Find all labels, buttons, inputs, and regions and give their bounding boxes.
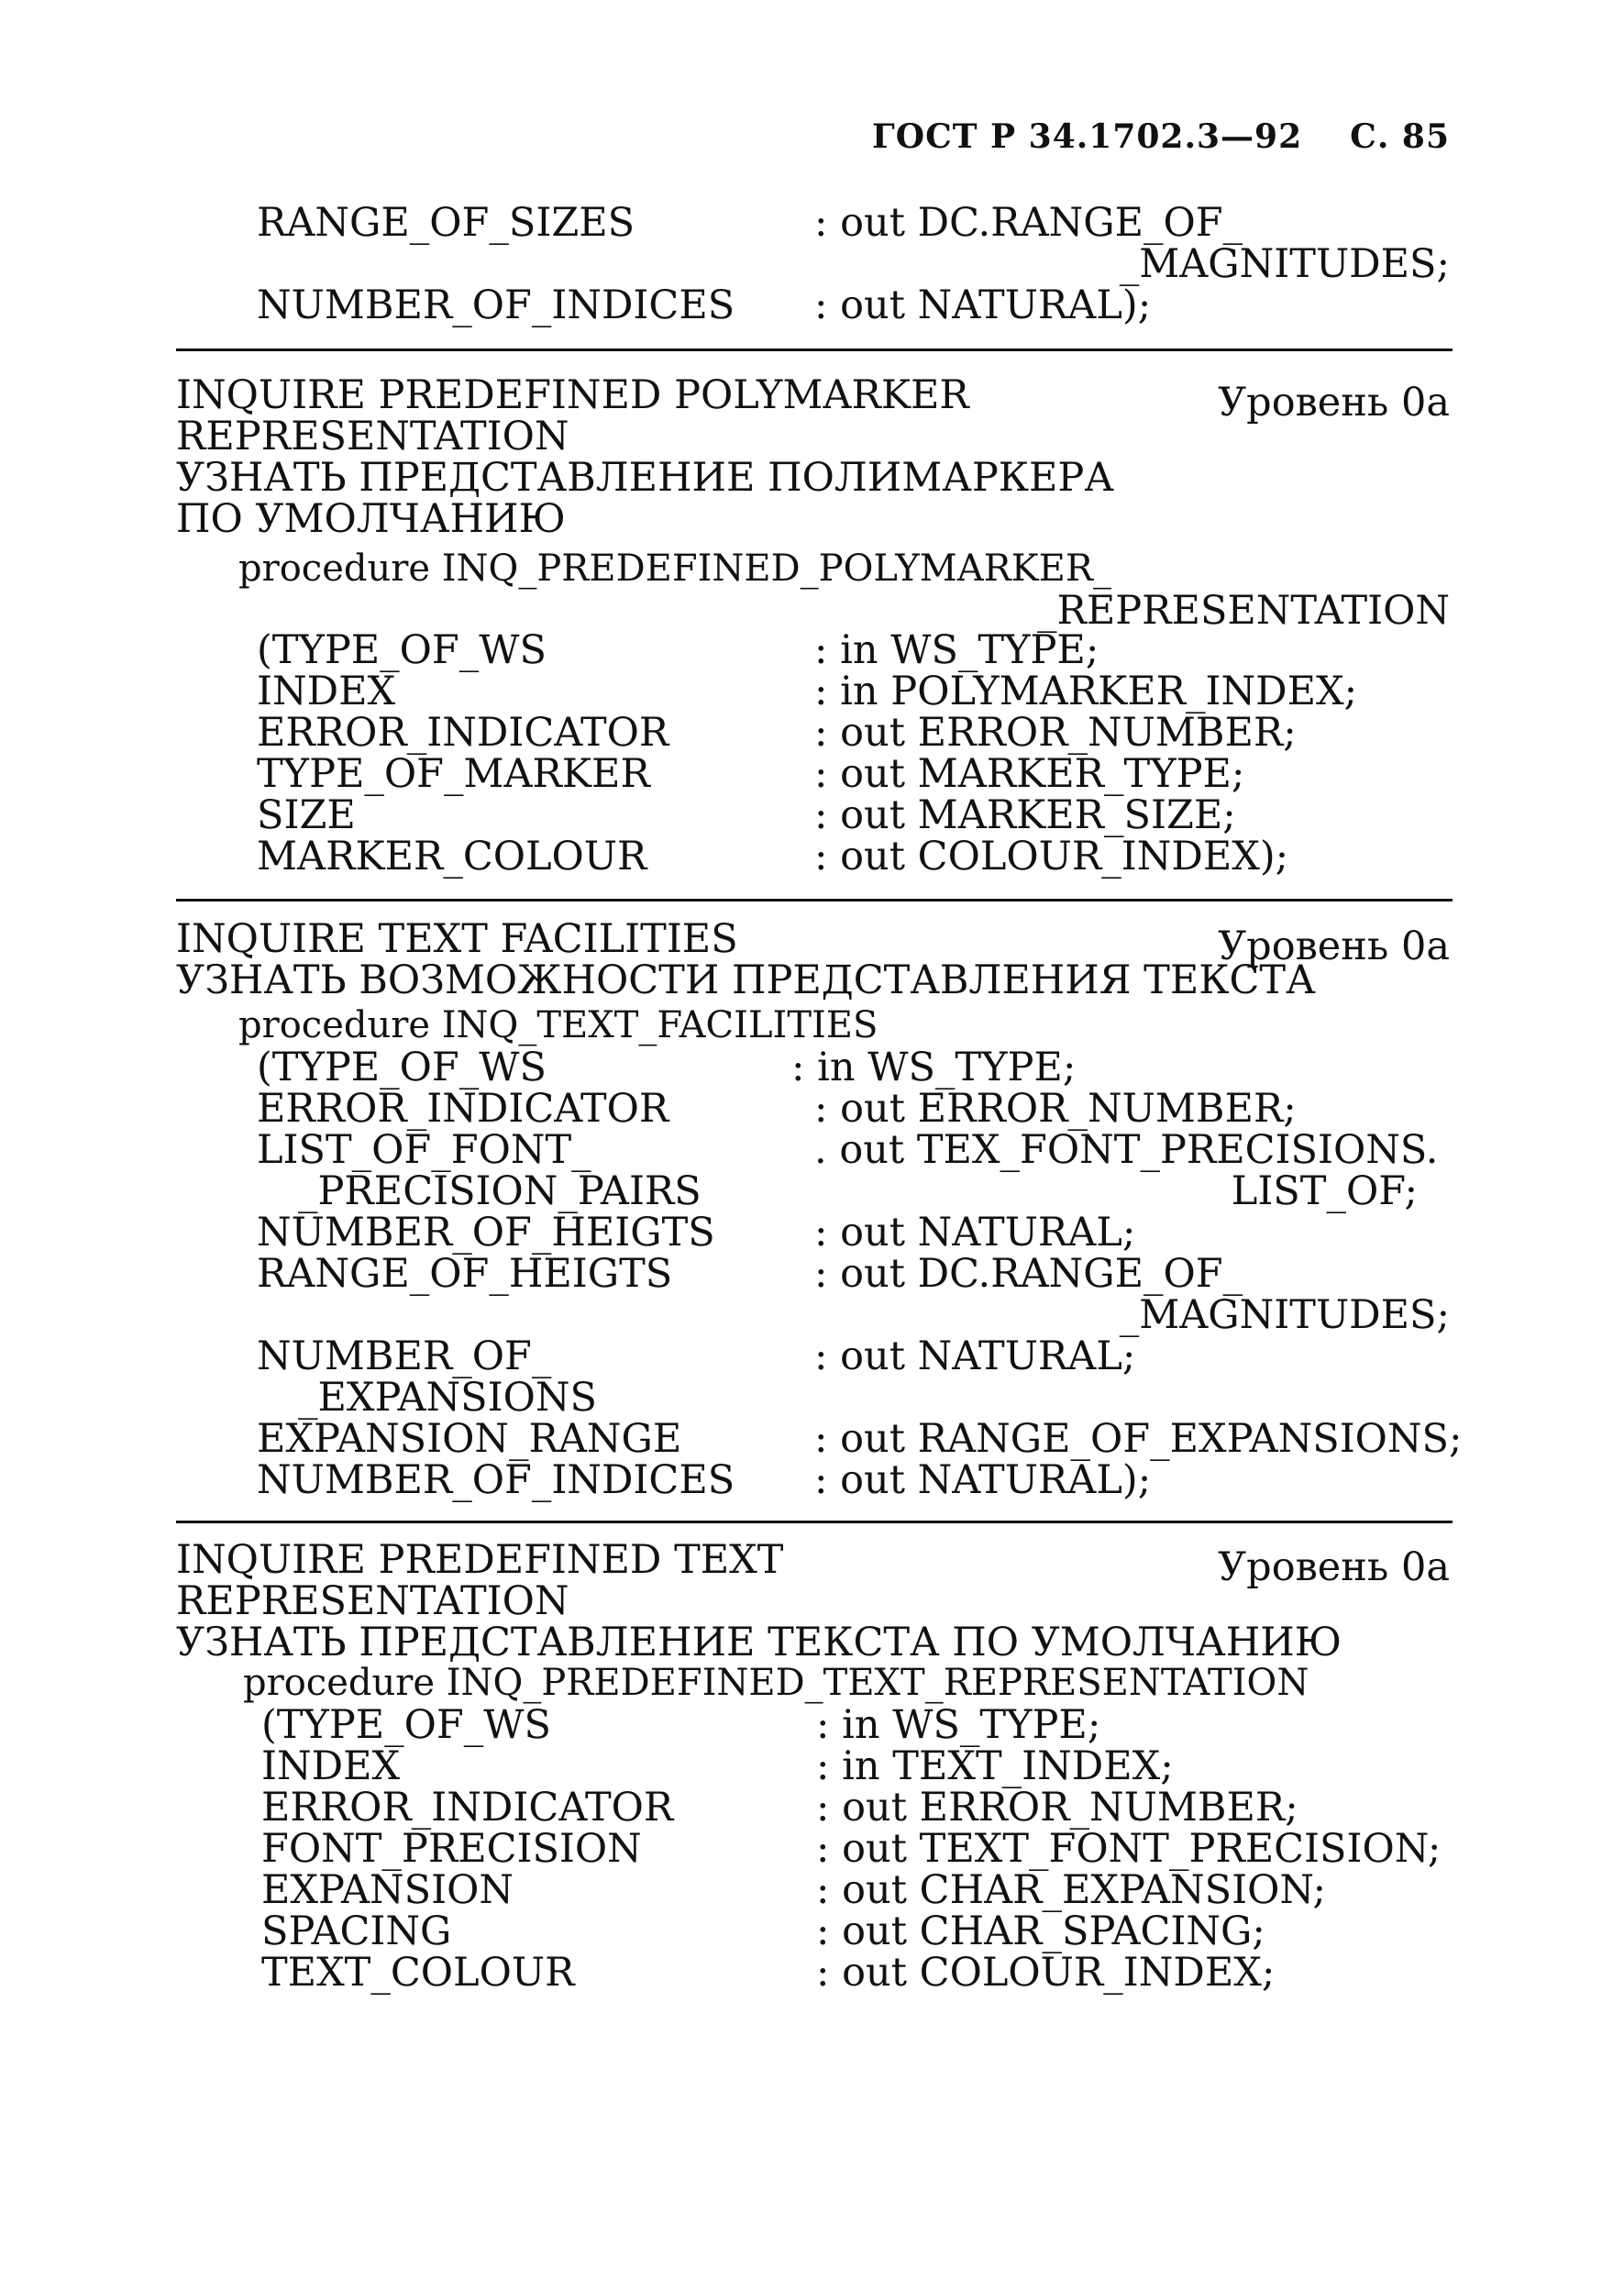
section-title-en: REPRESENTATION [176,414,569,459]
param-mode: : out DC.RANGE_OF_ [814,1251,1243,1297]
param-name: SIZE [257,792,356,838]
standard-code: ГОСТ Р 34.1702.3—92 [871,117,1303,156]
param-name: RANGE_OF_SIZES [257,200,635,246]
param-name: LIST_OF_FONT_ [257,1127,591,1173]
section-divider [176,1521,1453,1523]
param-mode: : out NATURAL); [814,282,1152,328]
param-name-cont: _EXPANSIONS [298,1375,597,1421]
procedure-signature: procedure INQ_TEXT_FACILITIES [238,1004,878,1046]
param-name: ERROR_INDICATOR [257,1086,669,1132]
param-mode: : in WS_TYPE; [791,1045,1077,1090]
param-mode: : in TEXT_INDEX; [816,1743,1174,1789]
level-label: Уровень 0а [1218,380,1450,426]
param-name: ERROR_INDICATOR [257,710,669,756]
section-divider [176,348,1453,351]
param-mode: : out NATURAL; [814,1333,1136,1379]
param-mode: : out NATURAL); [814,1457,1152,1503]
param-mode: : out CHAR_SPACING; [816,1908,1265,1954]
param-name: TYPE_OF_MARKER [257,751,650,797]
param-mode: : out NATURAL; [814,1210,1136,1256]
param-name: (TYPE_OF_WS [261,1702,551,1748]
param-mode: : out ERROR_NUMBER; [814,1086,1297,1132]
param-mode: : in WS_TYPE; [816,1702,1101,1748]
param-name: NUMBER_OF_HEIGTS [257,1210,715,1256]
param-mode: : out ERROR_NUMBER; [814,710,1297,756]
param-name: FONT_PRECISION [261,1826,642,1872]
param-name: RANGE_OF_HEIGTS [257,1251,673,1297]
param-mode: : out RANGE_OF_EXPANSIONS; [814,1416,1463,1462]
param-mode-cont: _MAGNITUDES; [1119,1292,1450,1338]
param-mode: : out TEXT_FONT_PRECISION; [816,1826,1442,1872]
param-name: SPACING [261,1908,452,1954]
procedure-signature: procedure INQ_PREDEFINED_TEXT_REPRESENTATION [243,1662,1309,1704]
param-name: NUMBER_OF_ [257,1333,552,1379]
param-mode: : out ERROR_NUMBER; [816,1785,1298,1831]
param-mode: . out TEX_FONT_PRECISIONS. [814,1127,1439,1173]
param-name: EXPANSION_RANGE [257,1416,682,1462]
level-label: Уровень 0а [1218,1544,1450,1590]
section-title-ru: ПО УМОЛЧАНИЮ [176,496,566,542]
param-name: TEXT_COLOUR [261,1950,575,1996]
section-title-en: REPRESENTATION [176,1578,569,1624]
procedure-signature-cont: _REPRESENTATION [1036,588,1450,634]
param-name: NUMBER_OF_INDICES [257,1457,735,1503]
procedure-signature: procedure INQ_PREDEFINED_POLYMARKER_ [238,548,1111,590]
page-header [872,117,1450,156]
section-title-en: INQUIRE PREDEFINED TEXT [176,1537,784,1583]
param-mode: : out CHAR_EXPANSION; [816,1867,1326,1913]
param-mode-cont: _MAGNITUDES; [1119,241,1450,287]
param-name: (TYPE_OF_WS [257,627,547,673]
page-number: С. 85 [1350,117,1450,156]
param-name: INDEX [261,1743,401,1789]
param-name: (TYPE_OF_WS [257,1045,547,1090]
param-mode: : out COLOUR_INDEX); [814,834,1289,879]
param-mode: : out MARKER_SIZE; [814,792,1236,838]
param-mode: : in POLYMARKER_INDEX; [814,669,1358,714]
section-title-ru: УЗНАТЬ ПРЕДСТАВЛЕНИЕ ПОЛИМАРКЕРА [176,455,1114,501]
param-name: MARKER_COLOUR [257,834,647,879]
param-name: ERROR_INDICATOR [261,1785,674,1831]
param-mode: : out MARKER_TYPE; [814,751,1245,797]
param-mode: : in WS_TYPE; [814,627,1099,673]
section-title-en: INQUIRE PREDEFINED POLYMARKER [176,372,969,418]
param-name: NUMBER_OF_INDICES [257,282,735,328]
section-title-ru: УЗНАТЬ ВОЗМОЖНОСТИ ПРЕДСТАВЛЕНИЯ ТЕКСТА [176,957,1316,1003]
param-name: INDEX [257,669,396,714]
param-name: EXPANSION [261,1867,514,1913]
section-divider [176,899,1453,902]
param-mode: : out COLOUR_INDEX; [816,1950,1276,1996]
param-mode: : out DC.RANGE_OF_ [814,200,1243,246]
section-title-en: INQUIRE TEXT FACILITIES [176,916,738,962]
section-title-ru: УЗНАТЬ ПРЕДСТАВЛЕНИЕ ТЕКСТА ПО УМОЛЧАНИЮ [176,1620,1342,1665]
level-label: Уровень 0а [1218,924,1450,969]
param-mode-cont: LIST_OF; [1231,1168,1418,1214]
param-name-cont: _PRECISION_PAIRS [298,1168,702,1214]
